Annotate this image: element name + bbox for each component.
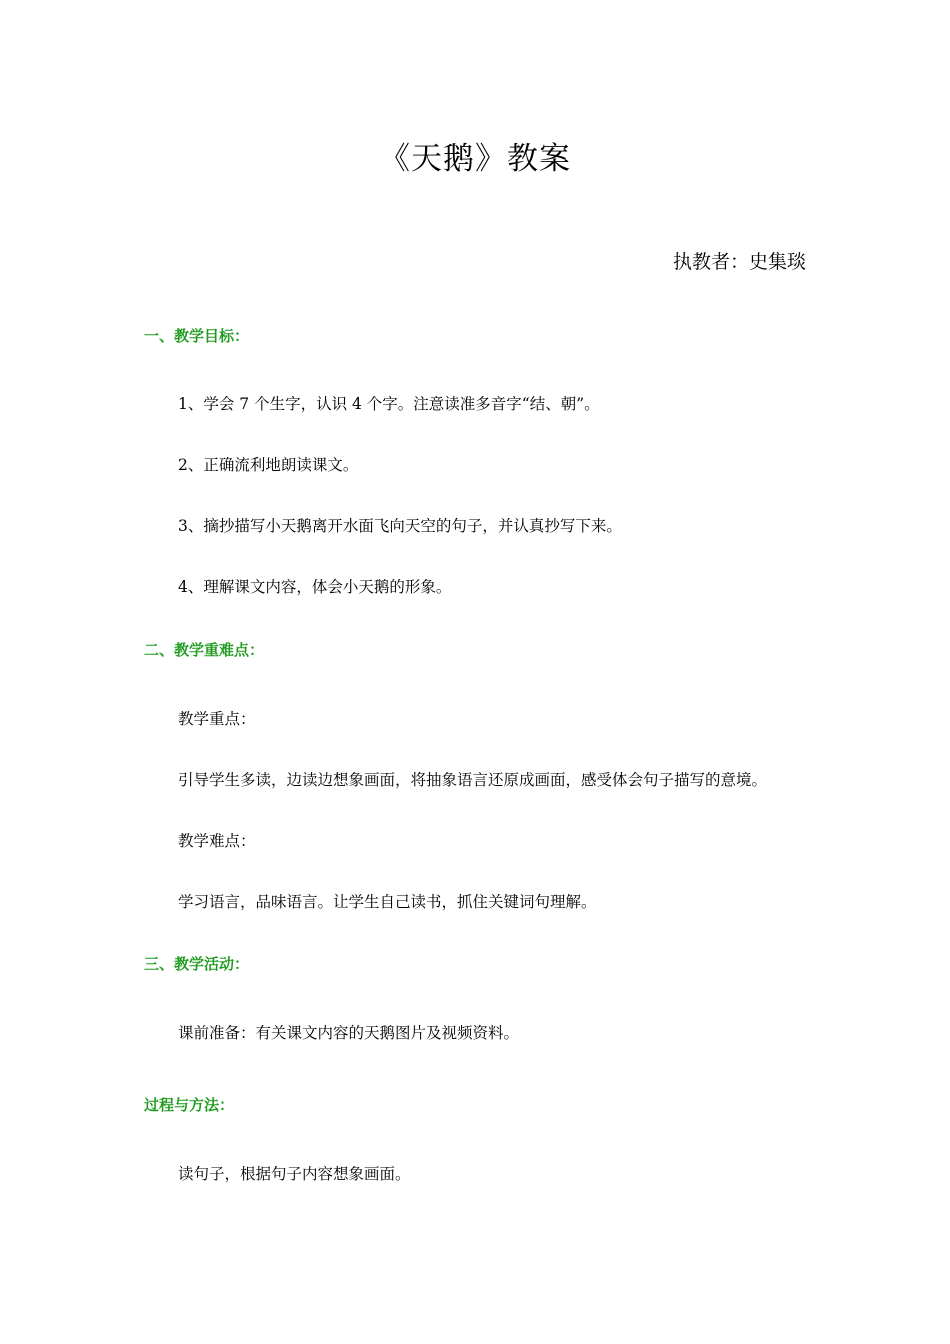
- document-title: 《天鹅》教案: [379, 141, 571, 177]
- objective-item-4: 4、理解课文内容，体会小天鹅的形象。: [178, 578, 452, 596]
- key-point-label: 教学重点：: [178, 710, 256, 728]
- section-heading-process: 过程与方法：: [144, 1096, 235, 1114]
- author-line: 执教者：史集琰: [672, 251, 806, 273]
- key-point-text: 引导学生多读，边读边想象画面，将抽象语言还原成画面，感受体会句子描写的意境。: [178, 771, 768, 789]
- difficulty-label: 教学难点：: [178, 832, 256, 850]
- difficulty-text: 学习语言，品味语言。让学生自己读书，抓住关键词句理解。: [178, 893, 597, 911]
- objective-item-2: 2、正确流利地朗读课文。: [178, 456, 359, 474]
- objective-item-1: 1、学会 7 个生字，认识 4 个字。注意读准多音字“结、朝”。: [178, 395, 600, 413]
- objective-item-3: 3、摘抄描写小天鹅离开水面飞向天空的句子，并认真抄写下来。: [178, 517, 622, 535]
- section-heading-activities: 三、教学活动：: [144, 955, 250, 973]
- process-text: 读句子，根据句子内容想象画面。: [178, 1165, 411, 1183]
- section-heading-objectives: 一、教学目标：: [144, 327, 250, 345]
- section-heading-key-points: 二、教学重难点：: [144, 641, 265, 659]
- preparation-text: 课前准备：有关课文内容的天鹅图片及视频资料。: [178, 1024, 520, 1042]
